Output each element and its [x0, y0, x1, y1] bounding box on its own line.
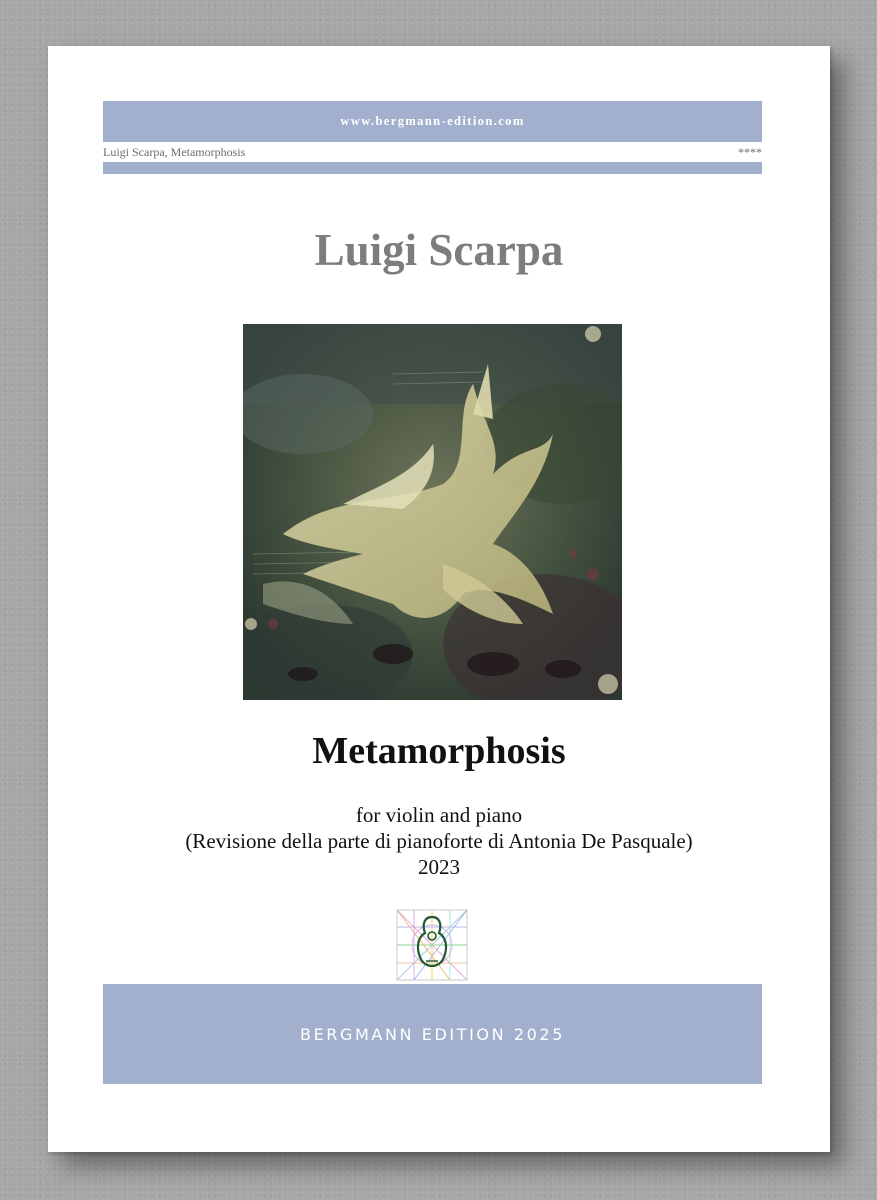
- composition-year: 2023: [418, 855, 460, 879]
- footer-bar: [103, 984, 762, 1084]
- running-head-left: Luigi Scarpa, Metamorphosis: [103, 144, 246, 159]
- running-head-right: ****: [738, 144, 762, 159]
- publisher-logo-icon: [396, 909, 468, 981]
- score-cover-page: [48, 46, 830, 1152]
- running-head: [103, 144, 762, 160]
- composer-name: Luigi Scarpa: [314, 225, 564, 275]
- subtitle-block: [48, 802, 830, 880]
- cover-artwork: [243, 324, 622, 700]
- website-url[interactable]: www.bergmann-edition.com: [340, 114, 525, 128]
- revision-note: (Revisione della parte di pianoforte di Antonia De Pasquale): [185, 829, 693, 853]
- work-title: Metamorphosis: [312, 730, 566, 772]
- header-bar: [103, 101, 762, 142]
- publisher-imprint: BERGMANN EDITION 2025: [300, 1024, 565, 1044]
- header-divider-bar: [103, 162, 762, 174]
- instrumentation: for violin and piano: [355, 803, 523, 827]
